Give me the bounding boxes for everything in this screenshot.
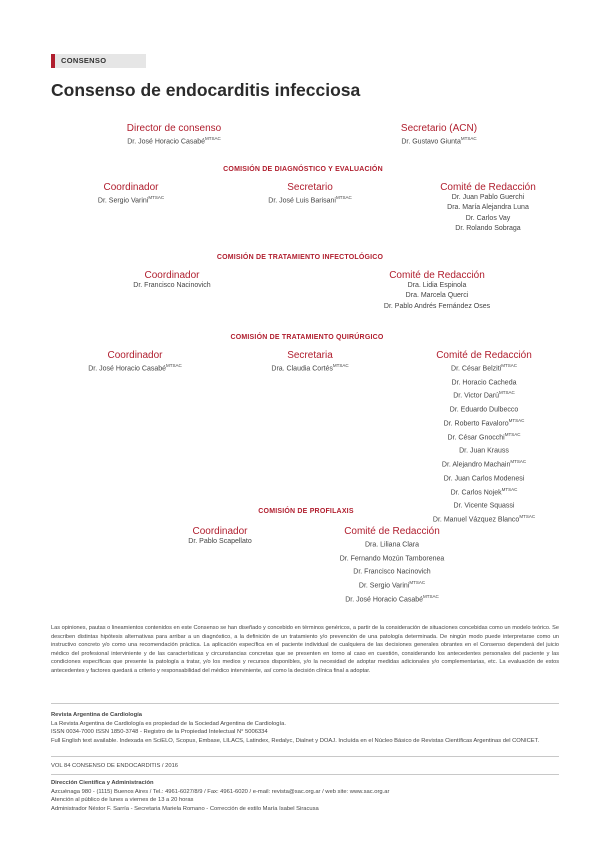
committee-name: Dr. César Gnocchi$^{MTSAC}$ — [447, 431, 521, 441]
address-title: Dirección Científica y Administración — [51, 780, 154, 786]
committee-name: Dr. Manuel Vázquez Blanco$^{MTSAC}$ — [432, 514, 536, 524]
volume-line: VOL 84 CONSENSO DE ENDOCARDITIS / 2016 — [51, 763, 179, 769]
committee-name: Dr. Juan Carlos Modenesi — [443, 475, 525, 483]
committee-name: Dr. Horacio Cacheda — [451, 379, 517, 387]
infecto-committee-block — [384, 270, 490, 312]
section-badge: CONSENSO — [51, 54, 146, 68]
committee-name: Dr. Eduardo Dulbecco — [449, 406, 519, 414]
quirurgico-committee-block — [433, 350, 535, 526]
coordinator-name: Dr. Sergio Varini$^{MTSAC}$ — [97, 195, 165, 205]
committee-role: Comité de Redacción — [440, 182, 536, 193]
secretary-role: Secretaria — [287, 350, 333, 361]
coordinator-name: Dr. Francisco Nacinovich — [133, 282, 211, 289]
coordinator-name: Dr. José Horacio Casabé$^{MTSAC}$ — [88, 363, 182, 373]
committee-name: Dr. Sergio Varini$^{MTSAC}$ — [358, 580, 426, 590]
committee-name: Dr. César Belziti$^{MTSAC}$ — [451, 363, 517, 373]
committee-name: Dr. Victor Darú$^{MTSAC}$ — [453, 390, 515, 400]
hours-line: Atención al público de lunes a viernes de 13 a 20 horas — [51, 797, 194, 804]
diagnostico-committee-block — [440, 182, 536, 235]
committee-role: Comité de Redacción — [389, 270, 485, 281]
divider — [51, 774, 559, 775]
committee-name: Dr. Vicente Squassi — [453, 502, 515, 510]
quirurgico-coordinator-block — [88, 350, 182, 375]
profilaxis-coordinator-block — [188, 526, 251, 547]
director-name: Dr. José Horacio Casabé$^{MTSAC}$ — [127, 136, 221, 146]
committee-name: Dra. María Alejandra Luna — [447, 204, 529, 212]
committee-name: Dr. Carlos Nojek$^{MTSAC}$ — [450, 486, 518, 496]
secretary-name: Dr. José Luis Barisani$^{MTSAC}$ — [268, 195, 352, 205]
profilaxis-committee-block — [340, 526, 445, 606]
disclaimer-text: Las opiniones, pautas o lineamientos contenidos en este Consenso se han diseñado y concebido en términos genéricos, a partir de la consideración de situaciones concebidas como un modelo teórico. Se describen distintas hipótesis alternativas para arribar a un diagnóstico, a la definición de un tratamiento y/o prevención de una patología determinada. De ningún modo puede interpretarse como un instructivo concreto y/o como una recomendación práctica. La aplicación específica en el paciente individual de cualquiera de las decisiones generales obrantes en el Consenso dependerá del juicio médico del profesional interviniente y de las características y circunstancias concretas que se presenten en torno al caso en cuestión, considerando los antecedentes personales del paciente y las condiciones específicas que presente la patología a tratar, y/o los medios y recursos disponibles, y/o la necesidad de adoptar medidas adicionales y/o complementarias, etc. La evaluación de estos antecedentes y factores quedará a criterio y responsabilidad del médico interviniente, así como la decisión clínica final a adoptar. — [51, 625, 559, 674]
section-heading-diagnostico: COMISIÓN DE DIAGNÓSTICO Y EVALUACIÓN — [223, 166, 383, 173]
committee-name: Dr. Carlos Vay — [465, 214, 511, 222]
diagnostico-secretary-block — [268, 182, 351, 207]
secretary-role: Secretario — [287, 182, 333, 193]
committee-role: Comité de Redacción — [344, 526, 440, 537]
committee-name: Dr. Juan Pablo Guerchi — [451, 194, 525, 201]
section-heading-infectologico: COMISIÓN DE TRATAMIENTO INFECTOLÓGICO — [216, 254, 384, 261]
committee-name: Dr. Fernando Mozún Tamborenea — [339, 555, 445, 563]
address-info — [51, 779, 559, 813]
infecto-coordinator-block — [133, 270, 210, 291]
coordinator-role: Coordinador — [144, 270, 200, 281]
committee-name: Dr. Rolando Sobraga — [455, 225, 521, 233]
volume-info — [51, 762, 559, 771]
address-line: Azcuénaga 980 - (1115) Buenos Aires / Tel.: 4961-6027/8/9 / Fax: 4961-6020 / e-mail: revista@sac.org.ar / web site: www.sac.org.ar — [51, 788, 390, 795]
section-heading-quirurgico: COMISIÓN DE TRATAMIENTO QUIRÚRGICO — [230, 334, 384, 341]
committee-name: Dr. Pablo Andrés Fernández Oses — [383, 302, 491, 310]
committee-name: Dr. Francisco Nacinovich — [353, 568, 431, 576]
footer-line: Full English text available. Indexada en SciELO, Scopus, Embase, LILACS, Latindex, Redalyc, Dialnet y DOAJ. Incluída en el Núcleo Básico de Revistas Científicas Argentinas del CONICET. — [51, 737, 540, 744]
committee-role: Comité de Redacción — [436, 350, 532, 361]
committee-name: Dr. Roberto Favaloro$^{MTSAC}$ — [443, 417, 525, 428]
coordinator-name: Dr. Pablo Scapellato — [188, 538, 252, 545]
committee-name: Dra. Marcela Querci — [405, 292, 469, 300]
diagnostico-coordinator-block — [98, 182, 164, 207]
journal-name: Revista Argentina de Cardiología — [51, 712, 142, 718]
admin-line: Administrador Néstor F. Sarría - Secretaria Mariela Romano - Corrección de estilo María Isabel Siracusa — [51, 805, 319, 812]
coordinator-role: Coordinador — [192, 526, 248, 537]
footer-line: ISSN 0034-7000 ISSN 1850-3748 - Registro de la Propiedad Intelectual N° 5006334 — [51, 729, 268, 736]
committee-name: Dr. Alejandro Machain$^{MTSAC}$ — [441, 459, 527, 469]
divider — [51, 756, 559, 757]
director-role: Director de consenso — [126, 123, 222, 134]
footer-line: La Revista Argentina de Cardiología es propiedad de la Sociedad Argentina de Cardiología. — [51, 720, 286, 727]
secretary-role: Secretario (ACN) — [400, 123, 478, 134]
secretary-name: Dra. Claudia Cortés$^{MTSAC}$ — [271, 363, 349, 373]
secretary-name: Dr. Gustavo Giunta$^{MTSAC}$ — [401, 136, 477, 146]
section-heading-profilaxis: COMISIÓN DE PROFILAXIS — [258, 508, 354, 515]
director-block — [127, 123, 222, 148]
committee-name: Dr. Juan Krauss — [459, 447, 509, 455]
page-title: Consenso de endocarditis infecciosa — [51, 80, 361, 100]
journal-info — [51, 711, 559, 745]
committee-name: Dra. Lidia Espinola — [407, 282, 467, 289]
committee-name: Dr. José Horacio Casabé$^{MTSAC}$ — [345, 593, 439, 604]
divider — [51, 703, 559, 704]
secretary-block — [401, 123, 477, 148]
coordinator-role: Coordinador — [107, 350, 163, 361]
committee-name: Dra. Liliana Clara — [364, 541, 420, 549]
coordinator-role: Coordinador — [103, 182, 159, 193]
quirurgico-secretary-block — [271, 350, 348, 375]
